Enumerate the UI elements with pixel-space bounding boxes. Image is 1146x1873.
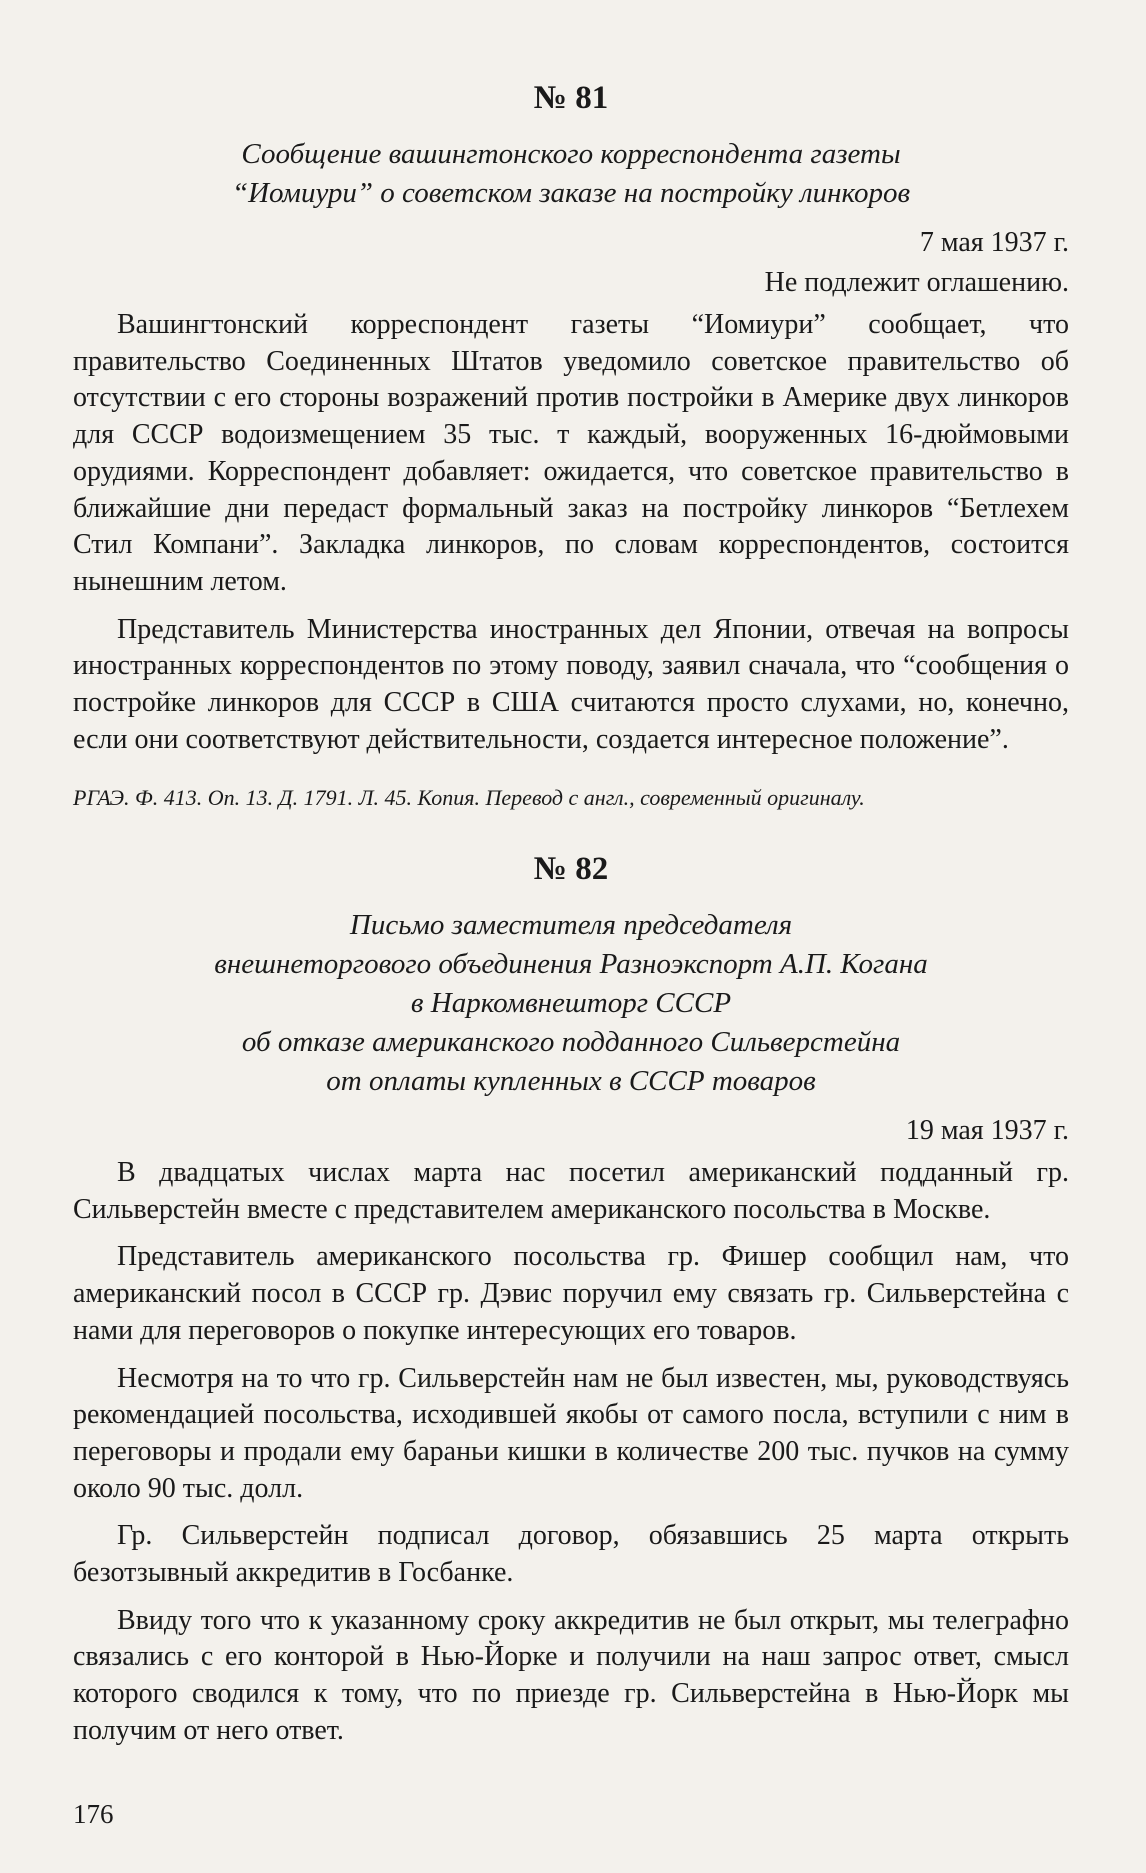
title-line: Письмо заместителя председателя: [349, 909, 793, 941]
page-number: 176: [73, 1799, 114, 1829]
title-line: Сообщение вашингтонского корреспондента газеты: [241, 138, 901, 170]
paragraph: В двадцатых числах марта нас посетил американский подданный гр. Сильверстейн вместе с представителем американского посольства в Москве.: [73, 1157, 1069, 1225]
document-title: [73, 135, 1069, 213]
document-82: [73, 853, 1069, 1750]
confidentiality-note: Не подлежит оглашению.: [764, 267, 1069, 298]
document-date: 7 мая 1937 г.: [919, 227, 1069, 258]
archive-source: РГАЭ. Ф. 413. Оп. 13. Д. 1791. Л. 45. Копия. Перевод с англ., современный оригиналу.: [73, 785, 865, 810]
paragraph: Гр. Сильверстейн подписал договор, обязавшись 25 марта открыть безотзывный аккредитив в Госбанке.: [73, 1520, 1069, 1589]
document-number: № 81: [533, 80, 609, 116]
paragraph: Представитель Министерства иностранных дел Японии, отвечая на вопросы иностранных корреспондентов по этому поводу, заявил сначала, что “сообщения о постройке линкоров для СССР в США считаются просто слухами, но, конечно, если они соответствуют действительности, создается интересное положение”.: [73, 613, 1069, 755]
paragraph: Ввиду того что к указанному сроку аккредитив не был открыт, мы телеграфно связались с его конторой в Нью-Йорке и получили на наш запрос ответ, смысл которого сводился к тому, что по приезде гр. Сильверстейна в Нью-Йорк мы получим от него ответ.: [73, 1604, 1069, 1746]
document-date: 19 мая 1937 г.: [905, 1115, 1069, 1146]
paragraph: Представитель американского посольства гр. Фишер сообщил нам, что американский посол в СССР гр. Дэвис поручил ему связать гр. Сильверстейна с нами для переговоров о покупке интересующих его товаров.: [73, 1241, 1069, 1346]
title-line: в Наркомвнешторг СССР: [410, 987, 732, 1019]
title-line: об отказе американского подданного Сильверстейна: [241, 1026, 901, 1058]
paragraph: Вашингтонский корреспондент газеты “Иомиури” сообщает, что правительство Соединенных Штатов уведомило советское правительство об отсутствии с его стороны возражений против постройки в Америке двух линкоров для СССР водоизмещением 35 тыс. т каждый, вооруженных 16-дюймовыми орудиями. Корреспондент добавляет: ожидается, что советское правительство в ближайшие дни передаст формальный заказ на постройку линкоров “Бетлехем Стил Компани”. Закладка линкоров, по словам корреспондентов, состоится нынешним летом.: [73, 309, 1069, 597]
paragraph: Несмотря на то что гр. Сильверстейн нам не был известен, мы, руководствуясь рекомендацией посольства, исходившей якобы от самого посла, вступили с ним в переговоры и продали ему бараньи кишки в количестве 200 тыс. пучков на сумму около 90 тыс. долл.: [73, 1362, 1069, 1504]
title-line: “Иомиури” о советском заказе на постройку линкоров: [231, 177, 911, 209]
document-number: № 82: [533, 851, 609, 887]
title-line: от оплаты купленных в СССР товаров: [326, 1065, 816, 1097]
title-line: внешнеторгового объединения Разноэкспорт А.П. Когана: [214, 948, 928, 980]
document-title: [73, 906, 1069, 1101]
document-81: [73, 82, 1069, 758]
